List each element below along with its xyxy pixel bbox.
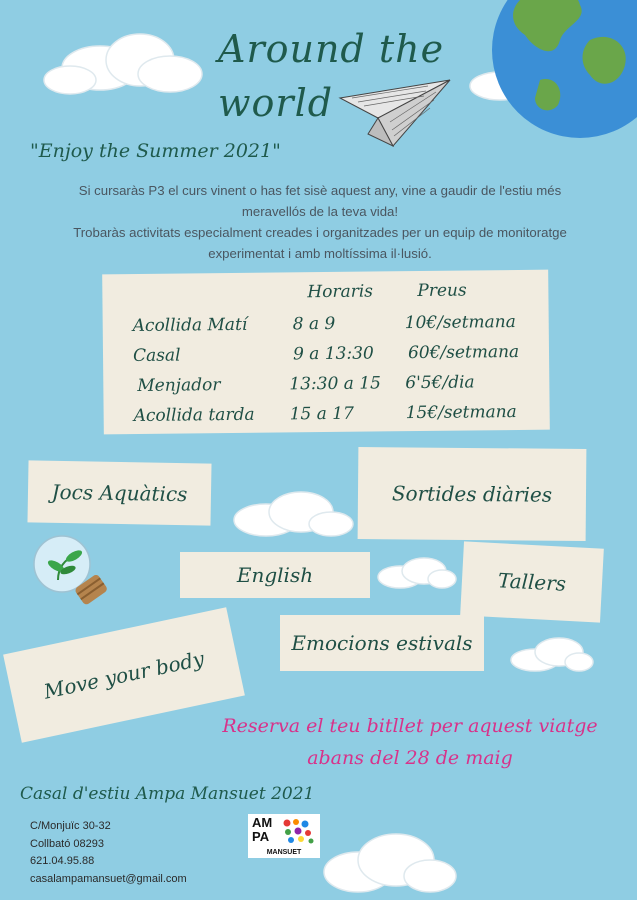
page-title bbox=[218, 22, 444, 130]
schedule-row-hours: 13:30 a 15 bbox=[289, 373, 382, 395]
title-line-2: world bbox=[218, 81, 334, 125]
logo-name: MANSUET bbox=[266, 849, 302, 856]
ampa-logo bbox=[248, 814, 320, 858]
contact-address: C/Monjuïc 30-32 bbox=[30, 820, 111, 832]
contact-info bbox=[30, 818, 187, 888]
cloud-icon bbox=[372, 555, 457, 591]
schedule-header-hours: Horaris bbox=[307, 281, 374, 303]
schedule-row-hours: 15 a 17 bbox=[289, 403, 354, 425]
activity-english: English bbox=[180, 552, 370, 598]
contact-email: casalampamansuet@gmail.com bbox=[30, 872, 187, 885]
activity-move-your-body: Move your body bbox=[3, 607, 245, 742]
reserve-line-2: abans del 28 de maig bbox=[307, 747, 513, 769]
schedule-row-name: Casal bbox=[132, 345, 181, 367]
logo-letters-2: PA bbox=[252, 829, 270, 844]
schedule-row-hours: 8 a 9 bbox=[292, 313, 336, 335]
globe-icon bbox=[480, 0, 637, 150]
casal-name: Casal d'estiu Ampa Mansuet 2021 bbox=[20, 784, 315, 804]
lightbulb-plant-icon bbox=[28, 530, 110, 610]
activity-jocs-aquatics: Jocs Aquàtics bbox=[27, 460, 211, 525]
schedule-row-name: Acollida Matí bbox=[132, 314, 248, 337]
contact-city: Collbató 08293 bbox=[30, 837, 105, 850]
intro-line-2: meravellós de la teva vida! bbox=[241, 204, 399, 219]
schedule-row-name: Acollida tarda bbox=[133, 404, 255, 427]
intro-line-3: Trobaràs activitats especialment creades i organitzades per un equip de monitoratge bbox=[73, 225, 567, 240]
logo-dots-icon bbox=[282, 818, 316, 844]
schedule-row-price: 10€/setmana bbox=[404, 312, 516, 334]
reserve-line-1: Reserva el teu bitllet per aquest viatge bbox=[222, 715, 598, 737]
schedule-row-name: Menjador bbox=[137, 375, 221, 396]
schedule-row-price: 6'5€/dia bbox=[405, 372, 475, 394]
logo-letters-1: AM bbox=[252, 815, 273, 830]
schedule-row-hours: 9 a 13:30 bbox=[292, 343, 374, 365]
contact-phone: 621.04.95.88 bbox=[30, 855, 95, 867]
cloud-icon bbox=[505, 634, 595, 674]
intro-line-1: Si cursaràs P3 el curs vinent o has fet sisè aquest any, vine a gaudir de l'estiu més bbox=[78, 183, 562, 198]
title-line-1: Around the bbox=[218, 27, 445, 71]
cloud-icon bbox=[318, 828, 458, 898]
reserve-message bbox=[200, 710, 620, 774]
schedule-card bbox=[102, 270, 550, 435]
activity-emocions-estivals: Emocions estivals bbox=[280, 615, 484, 671]
schedule-row-price: 15€/setmana bbox=[405, 402, 517, 424]
schedule-row-price: 60€/setmana bbox=[407, 341, 520, 364]
cloud-icon bbox=[40, 30, 210, 100]
cloud-icon bbox=[226, 488, 356, 543]
activity-tallers: Tallers bbox=[460, 541, 604, 622]
activity-sortides-diaries: Sortides diàries bbox=[358, 447, 587, 541]
intro-line-4: experimentat i amb moltíssima il·lusió. bbox=[208, 246, 432, 261]
intro-text bbox=[30, 180, 610, 264]
schedule-header-prices: Preus bbox=[417, 280, 467, 302]
subtitle: "Enjoy the Summer 2021" bbox=[30, 140, 281, 162]
